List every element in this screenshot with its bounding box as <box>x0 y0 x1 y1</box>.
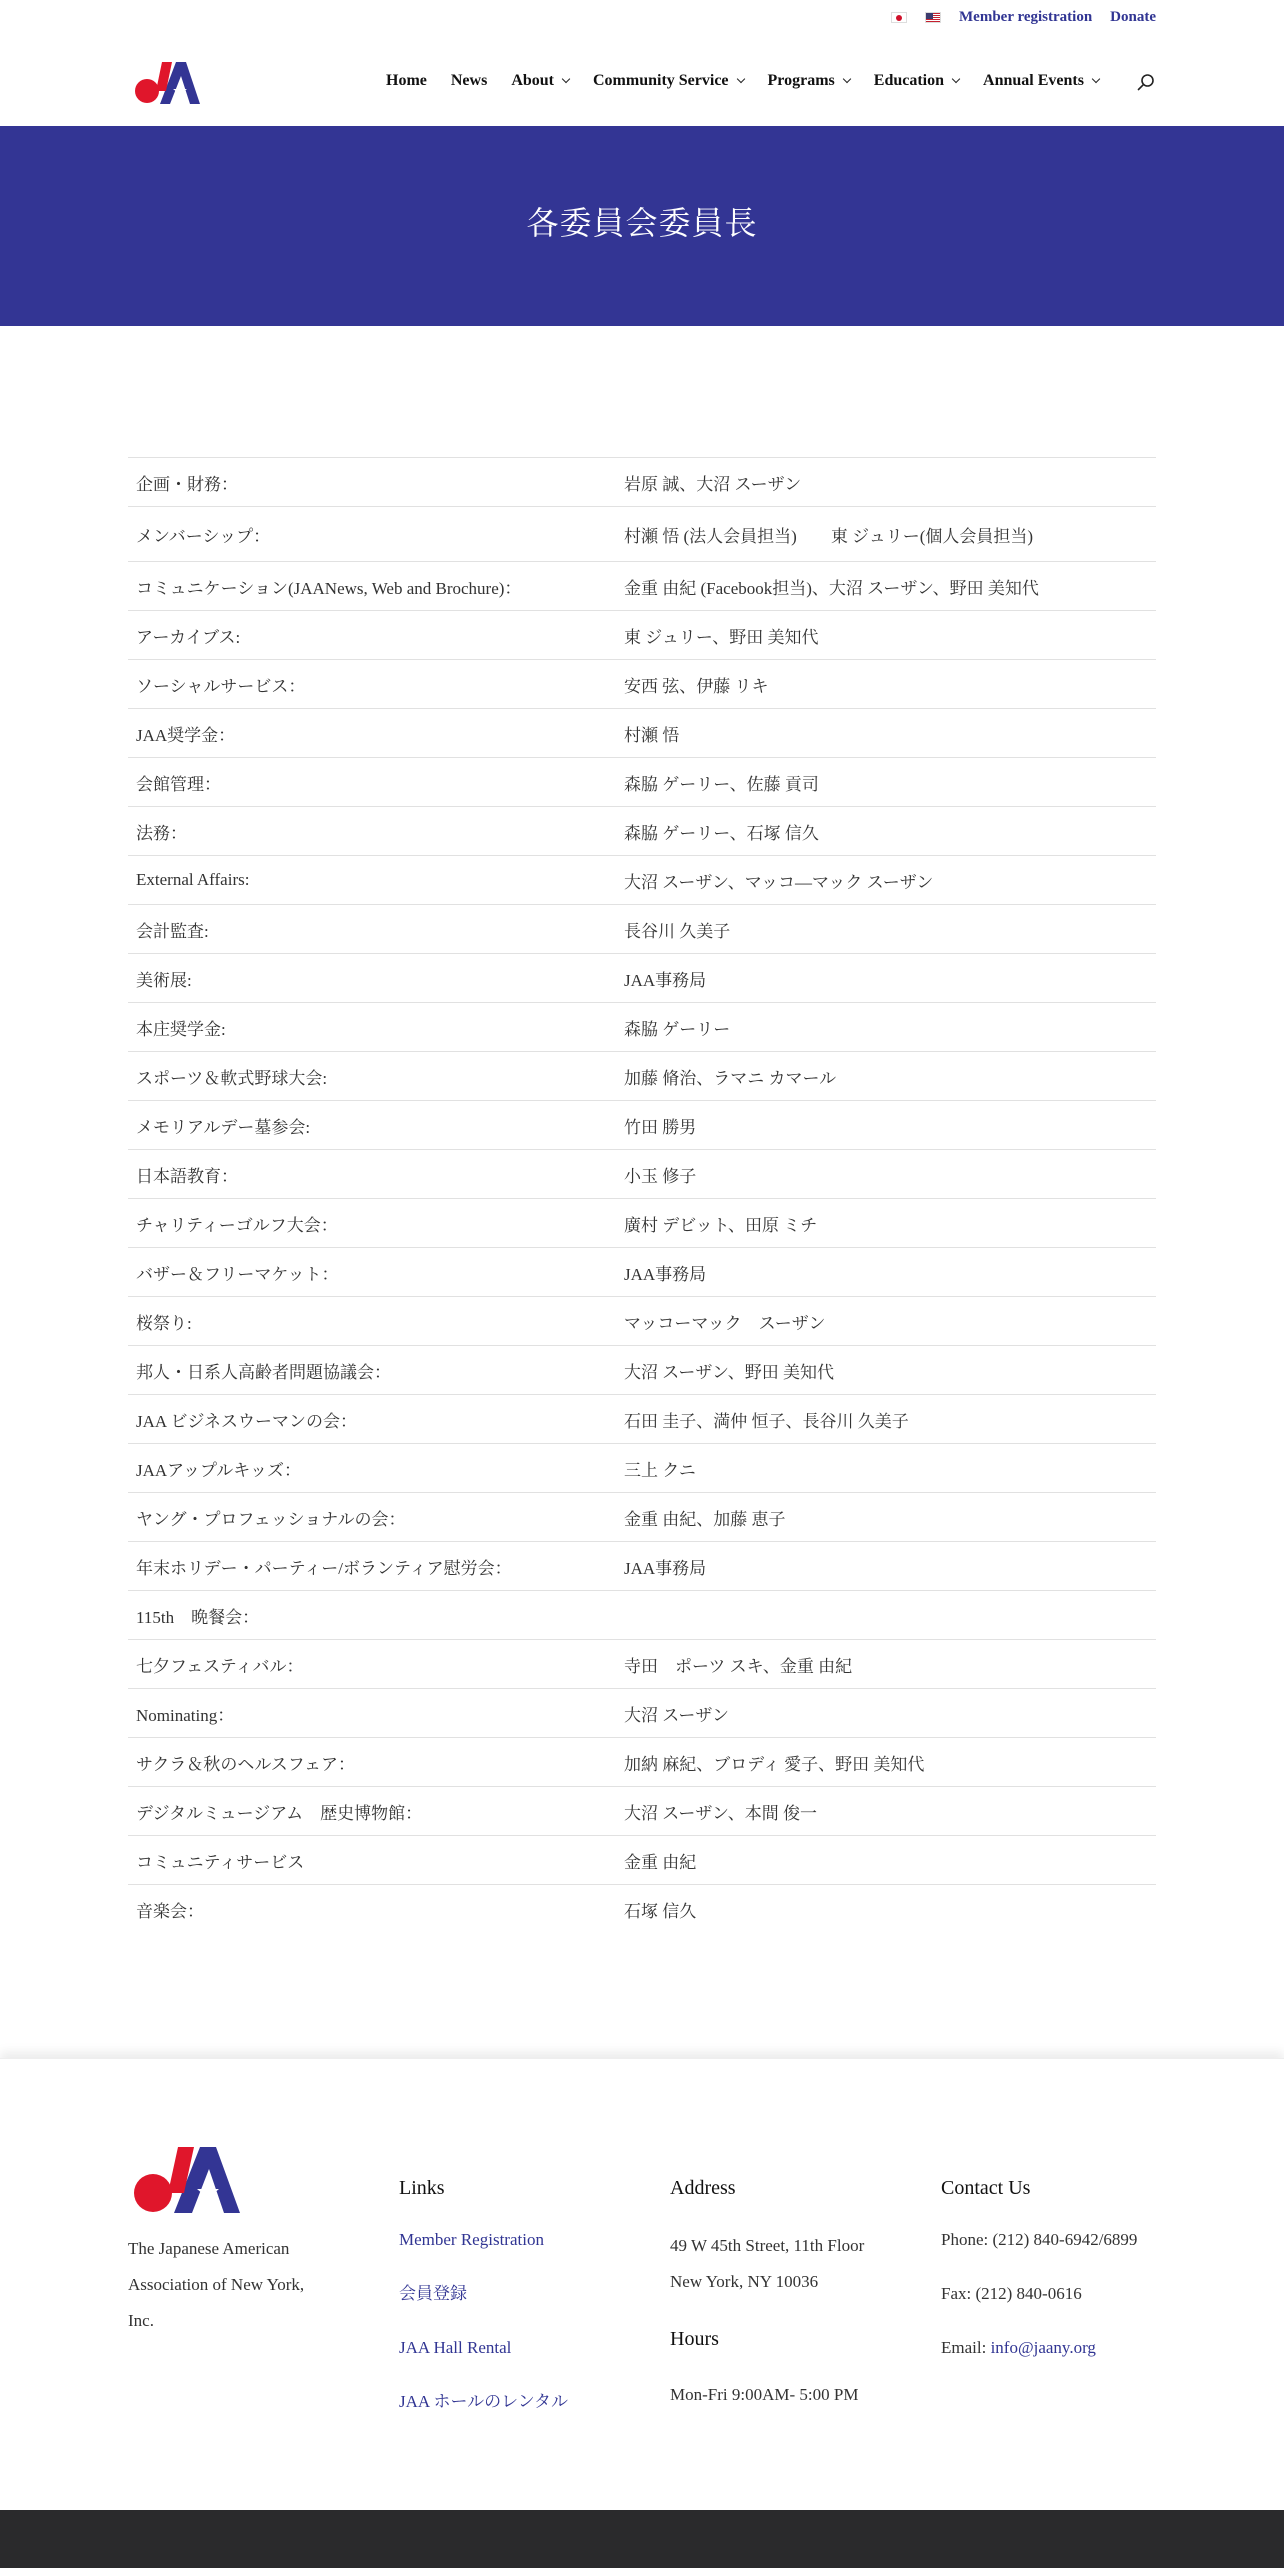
committee-chairs: 小玉 修子 <box>624 1166 697 1186</box>
committee-role: JAA奨学金： <box>136 725 236 745</box>
footer-fax: Fax: (212) 840-0616 <box>941 2284 1082 2303</box>
committee-role: 年末ホリデー・パーティー/ボランティア慰労会： <box>136 1558 512 1578</box>
nav-item-label: Annual Events <box>983 72 1084 89</box>
committee-role: JAA ビジネスウーマンの会： <box>136 1411 357 1431</box>
footer-address-line2: New York, NY 10036 <box>670 2272 819 2291</box>
nav-item-programs[interactable] <box>768 72 850 90</box>
footer-link-hall-rental-ja[interactable]: JAA ホールのレンタル <box>399 2392 569 2411</box>
table-row <box>128 1247 1156 1296</box>
committee-role: チャリティーゴルフ大会： <box>136 1215 338 1235</box>
nav-item-label: About <box>511 72 554 89</box>
committee-chairs: 寺田 ポーツ スキ、金重 由紀 <box>624 1656 853 1676</box>
committee-role: External Affairs: <box>136 870 250 889</box>
committee-chairs: 石田 圭子、満仲 恒子、長谷川 久美子 <box>624 1411 909 1431</box>
nav-item-label: Community Service <box>593 72 729 89</box>
table-row <box>128 1345 1156 1394</box>
page-title: 各委員会委員長 <box>526 205 758 241</box>
donate-link[interactable]: Donate <box>1110 9 1156 25</box>
table-row <box>128 1639 1156 1688</box>
footer-email-row <box>941 2336 1137 2360</box>
committee-chairs: 安西 弦、伊藤 リキ <box>624 676 769 696</box>
committee-chairs: JAA事務局 <box>624 1558 707 1578</box>
nav-item-label: Home <box>386 72 427 89</box>
committee-role: コミュニケーション(JAANews, Web and Brochure)： <box>136 578 522 598</box>
table-row <box>128 1394 1156 1443</box>
committee-role: 日本語教育： <box>136 1166 238 1186</box>
committee-chairs: JAA事務局 <box>624 1264 707 1284</box>
nav-item-news[interactable] <box>451 72 487 90</box>
footer-contact-title: Contact Us <box>941 2177 1031 2199</box>
committee-chairs: 森脇 ゲーリー、石塚 信久 <box>624 823 819 843</box>
committee-chairs: 金重 由紀、加藤 恵子 <box>624 1509 786 1529</box>
top-bar-links <box>891 9 1156 26</box>
committee-chairs: 村瀬 悟 <box>624 725 680 745</box>
search-icon[interactable] <box>1137 73 1155 91</box>
committee-chairs: 加藤 脩治、ラマニ カマール <box>624 1068 837 1088</box>
footer-email-link[interactable]: info@jaany.org <box>990 2338 1096 2357</box>
committee-chairs: 森脇 ゲーリー、佐藤 貢司 <box>624 774 819 794</box>
footer-address-line1: 49 W 45th Street, 11th Floor <box>670 2236 865 2255</box>
committee-table <box>128 457 1156 1933</box>
table-row <box>128 1688 1156 1737</box>
footer-phone: Phone: (212) 840-6942/6899 <box>941 2230 1138 2249</box>
table-row <box>128 457 1156 506</box>
table-row <box>128 708 1156 757</box>
chevron-down-icon <box>1092 75 1100 83</box>
nav-item-about[interactable] <box>511 72 569 90</box>
committee-chairs: JAA事務局 <box>624 970 707 990</box>
committee-role: 本庄奨学金: <box>136 1019 226 1039</box>
committee-role: 七夕フェスティバル： <box>136 1656 304 1676</box>
footer-jaa-logo[interactable] <box>132 2141 244 2213</box>
committee-chairs: 大沼 スーザン、マッコ―マック スーザン <box>624 872 934 892</box>
committee-role: デジタルミュージアム 歴史博物館： <box>136 1803 423 1823</box>
footer-links-title: Links <box>399 2177 445 2199</box>
table-row <box>128 1149 1156 1198</box>
table-row <box>128 610 1156 659</box>
committee-role: Nominating： <box>136 1705 235 1725</box>
nav-item-label: Education <box>873 72 945 89</box>
chevron-down-icon <box>736 75 744 83</box>
committee-chairs: 竹田 勝男 <box>624 1117 697 1137</box>
committee-role: ヤング・プロフェッショナルの会： <box>136 1509 406 1529</box>
committee-role: JAAアップルキッズ： <box>136 1460 301 1480</box>
committee-chairs: 加納 麻紀、ブロディ 愛子、野田 美知代 <box>624 1754 925 1774</box>
table-row <box>128 953 1156 1002</box>
chevron-down-icon <box>952 75 960 83</box>
table-row <box>128 1786 1156 1835</box>
footer-link-member-registration-ja[interactable]: 会員登録 <box>399 2284 467 2303</box>
committee-role: 法務： <box>136 823 187 843</box>
committee-role: スポーツ＆軟式野球大会: <box>136 1068 328 1088</box>
table-row <box>128 757 1156 806</box>
committee-chairs: 石塚 信久 <box>624 1901 697 1921</box>
committee-role: 美術展: <box>136 970 192 990</box>
table-row <box>128 561 1156 610</box>
committee-chairs: 森脇 ゲーリー <box>624 1019 731 1039</box>
committee-chairs: 長谷川 久美子 <box>624 921 731 941</box>
committee-role: 会館管理： <box>136 774 221 794</box>
table-row <box>128 659 1156 708</box>
committee-role: 音楽会： <box>136 1901 204 1921</box>
committee-role: バザー＆フリーマケット： <box>136 1264 339 1284</box>
committee-role: サクラ＆秋のヘルスフェア： <box>136 1754 355 1774</box>
committee-chairs: 岩原 誠、大沼 スーザン <box>624 474 802 494</box>
table-row <box>128 904 1156 953</box>
footer-hours: Mon-Fri 9:00AM- 5:00 PM <box>670 2385 859 2404</box>
committee-role: ソーシャルサービス： <box>136 676 306 696</box>
table-row <box>128 1541 1156 1590</box>
table-row <box>128 806 1156 855</box>
japan-flag-icon[interactable] <box>891 12 907 23</box>
committee-role: 企画・財務： <box>136 474 238 494</box>
table-row <box>128 1002 1156 1051</box>
top-bar <box>0 0 1284 38</box>
table-row <box>128 1884 1156 1933</box>
footer-links-column <box>399 2177 568 2444</box>
committee-chairs: 金重 由紀 <box>624 1852 697 1872</box>
committee-role: アーカイブス: <box>136 627 241 647</box>
site-header <box>0 38 1284 126</box>
table-row <box>128 1590 1156 1639</box>
jaa-logo[interactable] <box>134 58 202 104</box>
committee-role: 会計監査: <box>136 921 209 941</box>
us-flag-icon[interactable] <box>925 12 941 23</box>
table-row <box>128 1492 1156 1541</box>
table-row <box>128 1443 1156 1492</box>
committee-chairs: マッコーマック スーザン <box>624 1313 826 1333</box>
page-hero <box>0 126 1284 326</box>
committee-role: 115th 晩餐会： <box>136 1607 260 1627</box>
site-footer <box>0 2058 1284 2510</box>
committee-chairs: 大沼 スーザン <box>624 1705 730 1725</box>
footer-org-name: The Japanese American Association of New York, Inc. <box>128 2239 305 2330</box>
table-row <box>128 1737 1156 1786</box>
table-row <box>128 506 1156 561</box>
committee-chairs: 金重 由紀 (Facebook担当)、大沼 スーザン、野田 美知代 <box>624 578 1039 598</box>
committee-chairs: 廣村 デビット、田原 ミチ <box>624 1215 818 1235</box>
footer-address-title: Address <box>670 2177 736 2199</box>
table-row <box>128 1100 1156 1149</box>
table-row <box>128 1051 1156 1100</box>
nav-item-community-service[interactable] <box>593 72 744 90</box>
footer-hours-title: Hours <box>670 2328 719 2350</box>
chevron-down-icon <box>843 75 851 83</box>
footer-link-member-registration[interactable]: Member Registration <box>399 2230 544 2249</box>
member-registration-link[interactable]: Member registration <box>959 9 1093 25</box>
committee-role: 邦人・日系人高齢者問題協議会： <box>136 1362 391 1382</box>
nav-item-label: News <box>450 72 488 89</box>
chevron-down-icon <box>562 75 570 83</box>
committee-chairs: 村瀬 悟 (法人会員担当) 東 ジュリー(個人会員担当) <box>624 526 1034 546</box>
nav-item-label: Programs <box>767 72 835 89</box>
committee-chairs: 三上 クニ <box>624 1460 696 1480</box>
table-row <box>128 1296 1156 1345</box>
table-row <box>128 1198 1156 1247</box>
footer-email-label: Email: <box>941 2338 991 2357</box>
nav-item-education[interactable] <box>874 72 959 90</box>
committee-role: メモリアルデー墓参会: <box>136 1117 311 1137</box>
nav-item-annual-events[interactable] <box>983 72 1099 90</box>
footer-address-column <box>670 2177 864 2413</box>
committee-chairs: 東 ジュリー、野田 美知代 <box>624 627 819 647</box>
table-row <box>128 855 1156 904</box>
footer-contact-column <box>941 2177 1137 2390</box>
committee-role: メンバーシップ： <box>136 526 271 546</box>
footer-link-hall-rental[interactable]: JAA Hall Rental <box>399 2338 512 2357</box>
committee-role: 桜祭り: <box>136 1313 192 1333</box>
table-row <box>128 1835 1156 1884</box>
nav-item-home[interactable] <box>386 72 427 90</box>
committee-chairs: 大沼 スーザン、野田 美知代 <box>624 1362 834 1382</box>
committee-chairs: 大沼 スーザン、本間 俊一 <box>624 1803 817 1823</box>
committee-role: コミュニティサービス <box>136 1852 305 1872</box>
main-nav <box>386 72 1123 90</box>
bottom-bar <box>0 2510 1284 2568</box>
